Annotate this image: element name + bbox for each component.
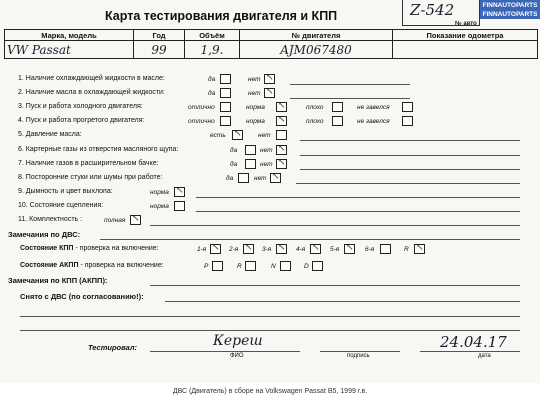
fio-label: ФИО <box>230 353 244 359</box>
date-handwritten: 24.04.17 <box>440 333 507 351</box>
check-3-opt-nostart: не завелся <box>357 104 390 111</box>
check-4-excellent-box[interactable] <box>220 116 231 126</box>
check-3-normal-box[interactable] <box>276 102 287 112</box>
checkmark-icon: ↖ <box>272 172 280 182</box>
no-avto-label: № авто <box>455 21 477 27</box>
gear-3-label: 3-я <box>262 246 272 253</box>
auto-r-box[interactable] <box>245 261 256 271</box>
check-1-line <box>290 84 410 85</box>
check-10-normal-box[interactable] <box>174 201 185 211</box>
checkmark-icon: ↖ <box>278 144 286 154</box>
check-3-bad-box[interactable] <box>332 102 343 112</box>
remarks-kpp-label: Замечания по КПП (АКПП): <box>8 276 108 285</box>
remarks-dvs-line <box>100 239 520 240</box>
check-9-label: 9. Дымность и цвет выхлопа: <box>18 188 113 195</box>
check-6-label: 6. Картерные газы из отверстия масляного щупа: <box>18 146 179 153</box>
check-1-opt-no: нет <box>248 76 261 83</box>
gear-2-label: 2-я <box>229 246 239 253</box>
image-caption: ДВС (Двигатель) в сборе на Volkswagen Passat B5, 1999 г.в. <box>172 388 368 395</box>
gear-r-label: R <box>404 246 409 253</box>
check-4-label: 4. Пуск и работа прогретого двигателя: <box>18 117 145 124</box>
check-4-bad-box[interactable] <box>332 116 343 126</box>
check-5-no-box[interactable] <box>276 130 287 140</box>
check-5-opt-no: нет <box>258 132 271 139</box>
value-odometer <box>393 41 538 59</box>
check-4-opt-normal: норма <box>246 118 265 125</box>
value-make: VW Passat <box>5 41 134 59</box>
gear-5-label: 5-я <box>330 246 340 253</box>
check-6-line <box>300 155 520 156</box>
removed-line-1 <box>165 301 520 302</box>
check-4-normal-box[interactable] <box>276 116 287 126</box>
auto-p-box[interactable] <box>212 261 223 271</box>
checkmark-icon: ↖ <box>278 243 286 253</box>
code-handwritten: Z-542 <box>410 1 455 19</box>
header-engine-no: № двигателя <box>240 30 393 41</box>
check-7-yes-box[interactable] <box>245 159 256 169</box>
check-2-line <box>290 98 410 99</box>
remarks-dvs-label: Замечания по ДВС: <box>8 230 81 239</box>
check-10-label: 10. Состояние сцепления: <box>18 202 104 209</box>
date-label: дата <box>478 353 491 359</box>
removed-line-2 <box>20 316 520 317</box>
checkmark-icon: ↖ <box>416 243 424 253</box>
check-11-opt-full: полная <box>104 217 126 224</box>
checkmark-icon: ↖ <box>245 243 253 253</box>
auto-r-label: R <box>237 263 242 270</box>
gear-1-box[interactable] <box>210 244 221 254</box>
sign-line <box>320 351 400 352</box>
auto-d-box[interactable] <box>312 261 323 271</box>
check-3-opt-normal: норма <box>246 104 265 111</box>
checkmark-icon: ↖ <box>278 115 286 125</box>
check-5-yes-box[interactable] <box>232 130 243 140</box>
stamp-text-2: FINNAUTOPARTS <box>482 11 538 18</box>
check-11-full-box[interactable] <box>130 215 141 225</box>
removed-label: Снято с ДВС (по согласованию!): <box>20 292 144 301</box>
gear-4-label: 4-я <box>296 246 306 253</box>
stamp-logo <box>480 0 540 19</box>
vehicle-table <box>4 29 538 59</box>
kpp-auto-label: Состояние АКПП <box>20 262 79 269</box>
auto-n-label: N <box>271 263 276 270</box>
check-6-opt-yes: да <box>230 147 238 154</box>
kpp-manual-text: - проверка на включение: <box>75 245 159 252</box>
checkmark-icon: ↖ <box>266 87 274 97</box>
checkmark-icon: ↖ <box>266 73 274 83</box>
check-2-yes-box[interactable] <box>220 88 231 98</box>
gear-6-label: 6-я <box>365 246 375 253</box>
kpp-manual-row <box>20 245 159 252</box>
stamp-text-1: FINNAUTOPARTS <box>482 2 538 9</box>
check-3-excellent-box[interactable] <box>220 102 231 112</box>
check-4-nostart-box[interactable] <box>402 116 413 126</box>
gear-r-box[interactable] <box>414 244 425 254</box>
removed-line-3 <box>20 330 520 331</box>
gear-1-label: 1-я <box>197 246 207 253</box>
check-3-opt-excellent: отлично <box>188 104 215 111</box>
gear-4-box[interactable] <box>310 244 321 254</box>
check-1-yes-box[interactable] <box>220 74 231 84</box>
check-2-opt-yes: да <box>208 90 216 97</box>
check-7-opt-yes: да <box>230 161 238 168</box>
check-4-opt-nostart: не завелся <box>357 118 390 125</box>
check-5-label: 5. Давление масла: <box>18 131 82 138</box>
checkmark-icon: ↖ <box>234 129 242 139</box>
checkmark-icon: ↖ <box>278 101 286 111</box>
check-9-opt-normal: норма <box>150 189 169 196</box>
check-11-line <box>150 225 520 226</box>
value-volume: 1,9. <box>185 41 240 59</box>
check-6-opt-no: нет <box>260 147 273 154</box>
checkmark-icon: ↖ <box>278 158 286 168</box>
checkmark-icon: ↖ <box>312 243 320 253</box>
check-7-label: 7. Наличие газов в расширительном бачке: <box>18 160 159 167</box>
check-3-label: 3. Пуск и работа холодного двигателя: <box>18 103 143 110</box>
auto-p-label: P <box>204 263 209 270</box>
check-5-line <box>300 140 520 141</box>
value-engine-no: AJM067480 <box>240 41 393 59</box>
sign-label: подпись <box>347 353 370 359</box>
gear-6-box[interactable] <box>380 244 391 254</box>
kpp-manual-label: Состояние КПП <box>20 245 74 252</box>
check-2-no-box[interactable] <box>264 88 275 98</box>
check-8-opt-no: нет <box>254 175 267 182</box>
check-7-line <box>300 169 520 170</box>
checkmark-icon: ↖ <box>132 214 140 224</box>
check-10-line <box>196 211 520 212</box>
gear-3-box[interactable] <box>276 244 287 254</box>
kpp-auto-row <box>20 262 164 269</box>
remarks-kpp-line <box>150 285 520 286</box>
check-11-label: 11. Комплектность : <box>18 216 83 223</box>
check-5-opt-yes: есть <box>210 132 226 139</box>
check-2-label: 2. Наличие масла в охлаждающей жидкости: <box>18 89 165 96</box>
check-6-no-box[interactable] <box>276 145 287 155</box>
card-title: Карта тестирования двигателя и КПП <box>105 9 338 23</box>
fio-line <box>150 351 300 352</box>
checkmark-icon: ↖ <box>212 243 220 253</box>
check-8-label: 8. Посторонние стуки или шумы при работе: <box>18 174 163 181</box>
header-volume: Объём <box>185 30 240 41</box>
check-10-opt-normal: норма <box>150 203 169 210</box>
gear-5-box[interactable] <box>344 244 355 254</box>
check-3-opt-bad: плохо <box>306 104 324 111</box>
header-odometer: Показание одометра <box>393 30 538 41</box>
check-7-opt-no: нет <box>260 161 273 168</box>
check-4-opt-bad: плохо <box>306 118 324 125</box>
check-6-yes-box[interactable] <box>245 145 256 155</box>
auto-d-label: D <box>304 263 309 270</box>
check-3-nostart-box[interactable] <box>402 102 413 112</box>
checkmark-icon: ↖ <box>346 243 354 253</box>
check-7-no-box[interactable] <box>276 159 287 169</box>
check-1-no-box[interactable] <box>264 74 275 84</box>
check-8-line <box>296 183 520 184</box>
value-year: 99 <box>134 41 185 59</box>
kpp-auto-text: - проверка на включение: <box>80 262 164 269</box>
check-8-yes-box[interactable] <box>238 173 249 183</box>
auto-n-box[interactable] <box>280 261 291 271</box>
check-2-opt-no: нет <box>248 90 261 97</box>
check-9-line <box>196 197 520 198</box>
check-8-no-box[interactable] <box>270 173 281 183</box>
header-make: Марка, модель <box>5 30 134 41</box>
gear-2-box[interactable] <box>243 244 254 254</box>
check-1-opt-yes: да <box>208 76 216 83</box>
header-year: Год <box>134 30 185 41</box>
name-handwritten: Кереш <box>213 333 263 349</box>
tested-label: Тестировал: <box>88 343 137 352</box>
check-4-opt-excellent: отлично <box>188 118 215 125</box>
check-1-label: 1. Наличие охлаждающей жидкости в масле: <box>18 75 165 82</box>
checkmark-icon: ↖ <box>176 186 184 196</box>
date-line <box>420 351 520 352</box>
check-9-normal-box[interactable] <box>174 187 185 197</box>
check-8-opt-yes: да <box>226 175 234 182</box>
